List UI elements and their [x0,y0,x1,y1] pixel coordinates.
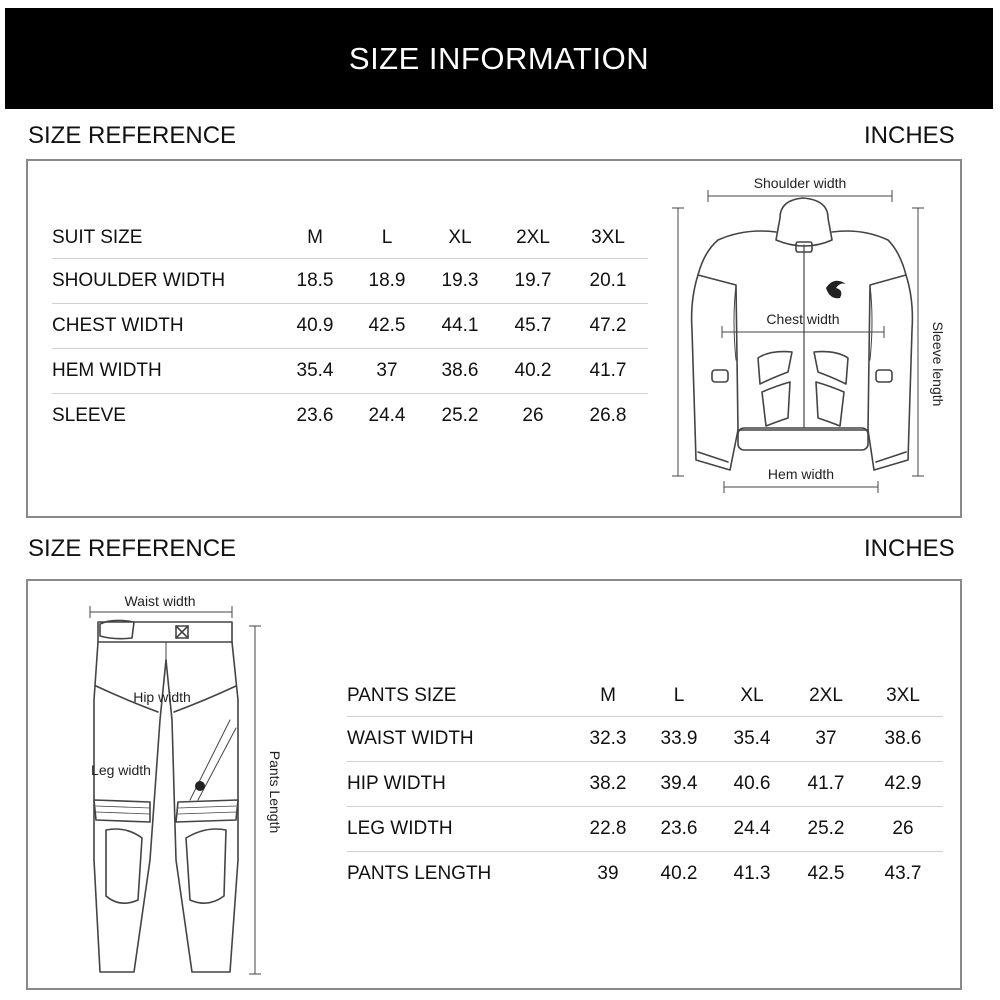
jacket-measure-lines [672,190,924,493]
cell-value: 23.6 [643,806,715,851]
pants-diagram [70,590,290,985]
pants-unit-label: INCHES [864,535,955,562]
cell-value: 43.7 [863,851,943,896]
size-3xl: 3XL [886,684,920,706]
cell-value: 41.3 [715,851,789,896]
cell-value: 44.1 [422,303,498,348]
size-3xl: 3XL [591,226,625,248]
cell-value: 24.4 [715,806,789,851]
table-row [52,348,648,393]
cell-value: 42.5 [789,851,863,896]
size-m: M [307,226,323,248]
size-xl: XL [740,684,764,706]
cell-value: 39 [573,851,643,896]
table-header-row [347,676,943,716]
pants-measure-lines [90,606,261,974]
row-label: SLEEVE [52,393,278,438]
brand-logo [826,281,846,298]
jacket-unit-label: INCHES [864,122,955,149]
jacket-diagram [660,168,960,498]
cell-value: 26.8 [568,393,648,438]
table-row [347,851,943,896]
hip-width-label: Hip width [133,689,191,705]
jacket-section-label: SIZE REFERENCE [28,122,237,149]
cell-value: 39.4 [643,761,715,806]
cell-value: 41.7 [568,348,648,393]
cell-value: 18.9 [352,258,422,303]
cell-value: 26 [498,393,568,438]
cell-value: 18.5 [278,258,352,303]
cell-value: 42.9 [863,761,943,806]
cell-value: 40.6 [715,761,789,806]
pants-size-table [347,676,943,896]
cell-value: 47.2 [568,303,648,348]
cell-value: 38.6 [422,348,498,393]
size-l: L [673,684,685,706]
cell-value: 32.3 [573,716,643,761]
waist-width-label: Waist width [124,593,196,609]
row-label: HIP WIDTH [347,761,573,806]
leg-width-label: Leg width [91,762,151,778]
cell-value: 23.6 [278,393,352,438]
pants-outline [94,620,238,972]
row-label: HEM WIDTH [52,348,278,393]
size-2xl: 2XL [516,226,550,248]
pants-section-label: SIZE REFERENCE [28,535,237,562]
size-header: PANTS SIZE [347,684,457,706]
cell-value: 40.2 [498,348,568,393]
size-2xl: 2XL [809,684,843,706]
cell-value: 40.9 [278,303,352,348]
cell-value: 35.4 [278,348,352,393]
cell-value: 37 [352,348,422,393]
jacket-size-table [52,218,648,438]
shoulder-width-label: Shoulder width [753,175,847,191]
table-row [347,806,943,851]
row-label: LEG WIDTH [347,806,573,851]
cell-value: 20.1 [568,258,648,303]
cell-value: 19.7 [498,258,568,303]
cell-value: 38.2 [573,761,643,806]
cell-value: 25.2 [789,806,863,851]
sleeve-length-label: Sleeve length [930,321,946,407]
row-label: PANTS LENGTH [347,851,573,896]
title-banner [5,8,993,109]
size-xl: XL [448,226,472,248]
chest-width-label: Chest width [766,311,840,327]
cell-value: 25.2 [422,393,498,438]
cell-value: 22.8 [573,806,643,851]
cell-value: 24.4 [352,393,422,438]
cell-value: 33.9 [643,716,715,761]
size-l: L [381,226,393,248]
cell-value: 45.7 [498,303,568,348]
row-label: WAIST WIDTH [347,716,573,761]
table-row [347,761,943,806]
jacket-outline [692,198,913,470]
table-row [52,258,648,303]
cell-value: 19.3 [422,258,498,303]
cell-value: 41.7 [789,761,863,806]
row-label: SHOULDER WIDTH [52,258,278,303]
row-label: CHEST WIDTH [52,303,278,348]
cell-value: 42.5 [352,303,422,348]
cell-value: 37 [789,716,863,761]
cell-value: 40.2 [643,851,715,896]
pants-length-label: Pants Length [267,750,283,834]
size-header: SUIT SIZE [52,226,143,248]
page-title: SIZE INFORMATION [348,40,650,76]
table-row [347,716,943,761]
cell-value: 35.4 [715,716,789,761]
cell-value: 26 [863,806,943,851]
brand-logo [195,781,205,791]
table-row [52,393,648,438]
hem-width-label: Hem width [767,466,835,482]
table-row [52,303,648,348]
cell-value: 38.6 [863,716,943,761]
table-header-row [52,218,648,258]
size-m: M [600,684,616,706]
